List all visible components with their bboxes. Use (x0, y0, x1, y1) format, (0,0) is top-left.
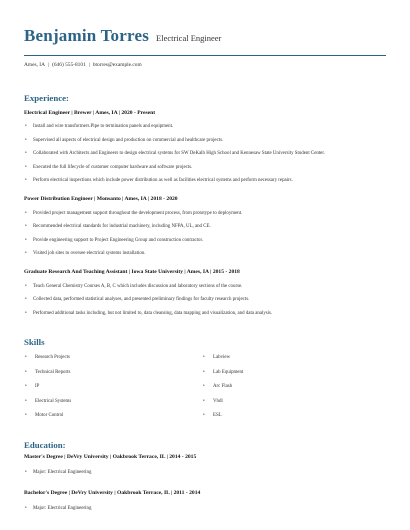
bullet-icon: • (203, 355, 205, 361)
bullet-icon: • (203, 398, 205, 404)
bullet-icon: • (25, 283, 27, 289)
list-item (24, 178, 386, 184)
skill-item (202, 399, 386, 405)
skill-text: Labview (213, 355, 231, 361)
contact-location: Ames, IA (24, 62, 45, 68)
skills-heading: Skills (24, 337, 45, 348)
bullet-text: Supervised all aspects of electrical design and production on commercial and healthcare projects. (33, 137, 224, 143)
skill-text: Research Projects (35, 355, 70, 361)
skill-text: Lab Equipment (213, 369, 244, 375)
education-heading: Education: (24, 440, 66, 450)
job-title: Power Distribution Engineer | Monsanto | Ames, IA | 2018 - 2020 (24, 195, 178, 202)
bullet-icon: • (25, 210, 27, 216)
bullet-icon: • (25, 310, 27, 316)
bullet-icon: • (25, 178, 27, 184)
bullet-text: Install and wire transformers.Pipe to termination panels and equipment. (33, 124, 174, 129)
contact-separator: | (88, 62, 90, 68)
resume-header (24, 26, 386, 46)
list-item (24, 211, 386, 217)
skills-list (24, 355, 386, 428)
job-bullets (24, 211, 386, 258)
list-item (24, 506, 386, 512)
degree-title: Master's Degree | DeVry University | Oakbrook Terrace, IL | 2014 - 2015 (24, 454, 197, 460)
skill-text: Arc Flash (213, 384, 233, 390)
list-item (24, 297, 386, 303)
job-bullets (24, 124, 386, 185)
bullet-text: Executed the full lifecycle of customer computer hardware and software projects. (33, 164, 193, 170)
header-divider (24, 55, 386, 56)
skill-text: Vhdl (213, 398, 223, 404)
candidate-name: Benjamin Torres (24, 26, 150, 45)
contact-line (24, 62, 386, 68)
bullet-icon: • (25, 369, 27, 375)
degree-title: Bachelor's Degree | DeVry University | Oakbrook Terrace, IL | 2011 - 2014 (24, 490, 201, 497)
skill-item (24, 370, 205, 376)
bullet-text: Provided project management support throughout the development process, from prototype to deployment. (33, 210, 243, 216)
bullet-text: Teach General Chemistry Courses A, B, C which includes discussion and laboratory sections of the course. (33, 283, 243, 289)
bullet-icon: • (203, 369, 205, 375)
bullet-text: Performed additional tasks including, but not limited to, data cleansing, data mapping and visualization, and data analysis. (33, 310, 273, 316)
experience-heading: Experience: (24, 93, 69, 103)
skill-item (202, 413, 386, 419)
degree-major: Major: Electrical Engineering (33, 506, 92, 512)
skill-item (24, 355, 205, 361)
degree-major: Major: Electrical Engineering (33, 470, 92, 475)
list-item (24, 284, 386, 290)
bullet-icon: • (25, 384, 27, 390)
bullet-text: Recommended electrical standards for industrial machinery, including NFPA, UL, and CE. (33, 224, 211, 230)
contact-phone: (646) 555-8101 (52, 62, 86, 68)
bullet-icon: • (25, 251, 27, 257)
bullet-text: Perform electrical inspections which include power distribution as well as facilities electrical systems and perform necessary repairs. (33, 178, 293, 184)
skill-item (202, 384, 386, 390)
job-title: Graduate Research And Teaching Assistant | Iowa State University | Ames, IA | 2015 - 2018 (24, 268, 240, 275)
skill-item (24, 413, 205, 419)
bullet-icon: • (25, 355, 27, 361)
job-title: Electrical Engineer | Brewer | Ames, IA | 2020 - Present (24, 110, 156, 116)
list-item (24, 224, 386, 230)
skills-column-left (24, 355, 205, 428)
bullet-icon: • (25, 137, 27, 143)
bullet-text: Provide engineering support to Project Engineering Group and construction contractor. (33, 237, 204, 243)
skill-text: ESL (213, 413, 222, 419)
skills-column-right (205, 355, 386, 428)
job-bullets (24, 284, 386, 318)
skill-text: Electrical Systems (35, 398, 72, 404)
list-item (24, 151, 386, 157)
candidate-title: Electrical Engineer (156, 33, 222, 43)
list-item (24, 238, 386, 244)
skill-item (24, 399, 205, 405)
bullet-icon: • (25, 164, 27, 170)
list-item (24, 138, 386, 144)
list-item (24, 165, 386, 171)
bullet-icon: • (203, 384, 205, 390)
list-item (24, 470, 386, 476)
bullet-text: Visited job sites to oversee electrical systems installation. (33, 251, 146, 257)
skill-text: Technical Reports (35, 369, 71, 375)
bullet-icon: • (25, 398, 27, 404)
bullet-icon: • (25, 297, 27, 303)
bullet-text: Collected data, performed statistical analyses, and presented preliminary findings for faculty research projects. (33, 297, 250, 303)
list-item (24, 251, 386, 257)
bullet-text: Collaborated with Architects and Engineers to design electrical systems for SW DeKalb High School and Kennesaw State University Student Center. (33, 151, 325, 157)
skill-text: Motor Control (35, 413, 64, 419)
bullet-icon: • (203, 413, 205, 419)
bullet-icon: • (25, 413, 27, 419)
skill-item (24, 384, 205, 390)
skill-item (202, 370, 386, 376)
skill-text: IP (35, 384, 40, 390)
bullet-icon: • (25, 224, 27, 230)
resume-page (24, 0, 386, 513)
list-item (24, 124, 386, 130)
bullet-icon: • (25, 506, 27, 512)
degree-details (24, 506, 386, 512)
bullet-icon: • (25, 151, 27, 157)
degree-details (24, 470, 386, 476)
bullet-icon: • (25, 124, 27, 129)
contact-email[interactable]: btorres@example.com (92, 62, 142, 68)
skill-item (202, 355, 386, 361)
bullet-icon: • (25, 237, 27, 243)
list-item (24, 311, 386, 317)
contact-separator: | (47, 62, 50, 68)
bullet-icon: • (25, 470, 27, 475)
